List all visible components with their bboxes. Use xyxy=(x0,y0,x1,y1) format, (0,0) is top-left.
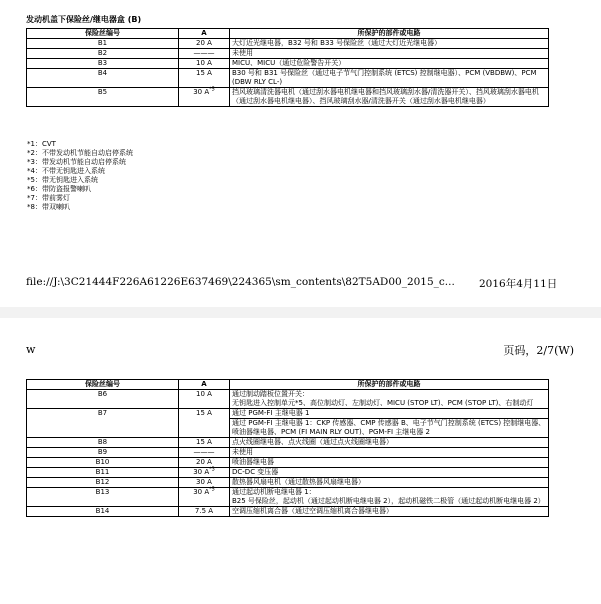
footer-file-path: file://J:\3C21444F226A61226E637469\224365\sm_contents\82T5AD00_2015_c... xyxy=(26,276,455,288)
amperage-value: 10 A xyxy=(196,59,212,67)
column-header-protected-circuit: 所保护的部件或电路 xyxy=(230,29,549,39)
circuit-cell: B30 号和 B31 号保险丝（通过电子节气门控制系统 (ETCS) 控制继电器）、PCM (VBDBW)、PCM (DBW RLY CL-) xyxy=(230,69,549,88)
fuse-number-cell: B8 xyxy=(27,438,179,448)
table-row xyxy=(27,488,549,507)
amperage-value: ——— xyxy=(193,448,215,456)
page-number: 页码，2/7(W) xyxy=(503,344,574,357)
circuit-cell: 喷油器继电器 xyxy=(230,458,549,468)
fuse-number-cell: B12 xyxy=(27,478,179,488)
column-header-fuse-number: 保险丝编号 xyxy=(27,29,179,39)
table-row xyxy=(27,88,549,107)
fuse-number-cell: B2 xyxy=(27,49,179,59)
fuse-table-2 xyxy=(26,379,549,517)
table-header-row xyxy=(27,380,549,390)
fuse-number-cell: B4 xyxy=(27,69,179,88)
fuse-number-cell: B6 xyxy=(27,390,179,409)
fuse-number-cell: B1 xyxy=(27,39,179,49)
amperage-value: 15 A xyxy=(196,409,212,417)
amperage-value: 10 A xyxy=(196,390,212,398)
footnote: *6：带防盗报警喇叭 xyxy=(27,185,91,193)
table-row xyxy=(27,448,549,458)
circuit-cell xyxy=(230,409,549,438)
page-header-left: w xyxy=(26,343,36,356)
fuse-table-1 xyxy=(26,28,549,107)
amperage-value: 7.5 A xyxy=(194,507,214,515)
footnotes xyxy=(27,140,133,212)
amperage-value: 30 A xyxy=(196,478,212,486)
circuit-cell: 空调压缩机离合器（通过空调压缩机离合器继电器） xyxy=(230,507,549,517)
fuse-number-cell: B13 xyxy=(27,488,179,507)
footnote: *5：带无钥匙进入系统 xyxy=(27,176,98,184)
footnote: *4：不带无钥匙进入系统 xyxy=(27,167,105,175)
table-row xyxy=(27,409,549,438)
table-row xyxy=(27,478,549,488)
amperage-cell xyxy=(179,69,230,88)
circuit-cell: DC-DC 变压器 xyxy=(230,468,549,478)
amperage-cell xyxy=(179,458,230,468)
table-row xyxy=(27,49,549,59)
amperage-value: 20 A xyxy=(196,39,212,47)
amperage-cell xyxy=(179,39,230,49)
footnote-marker: *3 xyxy=(209,466,215,473)
amperage-cell xyxy=(179,438,230,448)
circuit-cell: 点火线圈继电器、点火线圈（通过点火线圈继电器） xyxy=(230,438,549,448)
table-row xyxy=(27,468,549,478)
amperage-value: 30 A xyxy=(193,488,210,496)
amperage-cell xyxy=(179,448,230,458)
circuit-cell: 未使用 xyxy=(230,49,549,59)
column-header-protected-circuit: 所保护的部件或电路 xyxy=(230,380,549,390)
fuse-number-cell: B9 xyxy=(27,448,179,458)
footer-date: 2016年4月11日 xyxy=(479,278,558,290)
table-row xyxy=(27,458,549,468)
fuse-number-cell: B3 xyxy=(27,59,179,69)
table-row xyxy=(27,390,549,409)
column-header-fuse-number: 保险丝编号 xyxy=(27,380,179,390)
footnote: *2：不带发动机节能自动启停系统 xyxy=(27,149,133,157)
table-header-row xyxy=(27,29,549,39)
circuit-cell: 未使用 xyxy=(230,448,549,458)
fuse-number-cell: B14 xyxy=(27,507,179,517)
column-header-amperage: A xyxy=(179,380,230,390)
section-title: 发动机盖下保险丝/继电器盒 (B) xyxy=(26,15,142,24)
document-page-2 xyxy=(0,318,601,604)
footnote-marker: *5 xyxy=(209,486,215,493)
amperage-value: 30 A xyxy=(193,88,210,96)
circuit-cell xyxy=(230,390,549,409)
footnote-marker: *5 xyxy=(209,86,215,93)
circuit-line: 通过 PGM-FI 主继电器 1：CKP 传感器、CMP 传感器 B、电子节气门控制系统 (ETCS) 控制继电器、喷油器继电器、PCM (FI MAIN RLY OUT)、PGM-FI 主继电器 2 xyxy=(232,419,546,436)
footnote: *1：CVT xyxy=(27,140,56,148)
table-row xyxy=(27,59,549,69)
amperage-value: 15 A xyxy=(196,438,212,446)
amperage-cell xyxy=(179,478,230,488)
amperage-value: 15 A xyxy=(196,69,212,77)
circuit-cell: 大灯近光继电器，B32 号和 B33 号保险丝（通过大灯近光继电器） xyxy=(230,39,549,49)
circuit-line: 无钥匙进入控制单元*5、高位制动灯、左制动灯、MICU (STOP LT)、PCM (STOP LT)、右制动灯 xyxy=(232,399,534,407)
footnote: *7：带前雾灯 xyxy=(27,194,70,202)
amperage-cell xyxy=(179,59,230,69)
amperage-cell xyxy=(179,468,230,478)
circuit-cell: MICU、MICU（通过危险警告开关） xyxy=(230,59,549,69)
amperage-cell xyxy=(179,409,230,438)
amperage-cell xyxy=(179,390,230,409)
circuit-line: 通过起动机断电继电器 1： xyxy=(232,488,316,496)
circuit-cell: 散热器风扇电机（通过散热器风扇继电器） xyxy=(230,478,549,488)
column-header-amperage: A xyxy=(179,29,230,39)
circuit-line: B25 号保险丝，起动机（通过起动机断电继电器 2），起动机磁铁二极管（通过起动机断电继电器 2） xyxy=(232,497,545,505)
page-footer xyxy=(26,276,558,290)
amperage-value: ——— xyxy=(193,49,215,57)
amperage-value: 20 A xyxy=(196,458,212,466)
fuse-number-cell: B7 xyxy=(27,409,179,438)
amperage-cell xyxy=(179,507,230,517)
amperage-value: 30 A xyxy=(193,468,210,476)
fuse-number-cell: B10 xyxy=(27,458,179,468)
amperage-cell xyxy=(179,49,230,59)
fuse-number-cell: B11 xyxy=(27,468,179,478)
table-row xyxy=(27,39,549,49)
amperage-cell xyxy=(179,88,230,107)
table-row xyxy=(27,69,549,88)
circuit-cell: 挡风玻璃清洗器电机（通过刮水器电机继电器和挡风玻璃刮水器/清洗器开关）、挡风玻璃刮水器电机（通过刮水器电机继电器）、挡风玻璃刮水器/清洗器开关（通过刮水器电机继电器） xyxy=(230,88,549,107)
table-row xyxy=(27,438,549,448)
circuit-cell xyxy=(230,488,549,507)
amperage-cell xyxy=(179,488,230,507)
table-row xyxy=(27,507,549,517)
footnote: *8：带双喇叭 xyxy=(27,203,70,211)
footnote: *3：带发动机节能自动启停系统 xyxy=(27,158,126,166)
circuit-line: 通过制动踏板位置开关： xyxy=(232,390,309,398)
fuse-number-cell: B5 xyxy=(27,88,179,107)
circuit-line: 通过 PGM-FI 主继电器 1 xyxy=(230,409,548,419)
